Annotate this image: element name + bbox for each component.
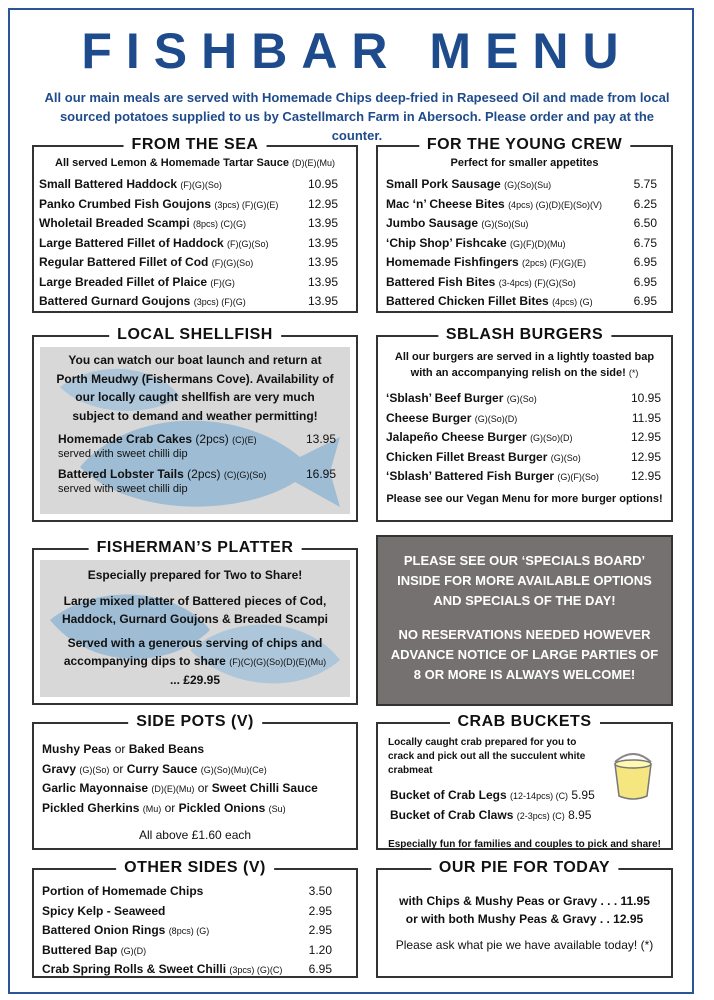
item-name: Portion of Homemade Chips [42, 884, 204, 898]
item-name-group [386, 175, 551, 195]
side-pot-b: Sweet Chilli Sauce [211, 781, 318, 795]
pie-line2: or with both Mushy Peas & Gravy . . 12.95 [405, 912, 644, 926]
section-title: CRAB BUCKETS [450, 713, 600, 731]
item-name-group [386, 273, 576, 293]
item-price: 16.95 [305, 467, 336, 481]
item-name: Battered Gurnard Goujons [39, 294, 191, 308]
menu-item-row [386, 253, 657, 273]
item-name: Buttered Bap [42, 942, 118, 957]
shellfish-intro: You can watch our boat launch and return at Porth Meudwy (Fishermans Cove). Availability of our locally caught shellfish are very much subject to demand and weather permitting! [56, 353, 334, 423]
item-price: 5.95 [571, 788, 595, 802]
from-the-sea-section [32, 136, 358, 313]
item-price: 13.95 [307, 255, 338, 269]
item-list [34, 425, 356, 495]
section-title: SIDE POTS (V) [128, 713, 262, 731]
item-name: Cheese Burger [386, 410, 472, 425]
menu-item-row [39, 292, 338, 312]
item-allergens: (G)(F)(D)(Mu) [510, 238, 566, 249]
section-title: FROM THE SEA [124, 136, 267, 154]
item-name: ‘Chip Shop’ Fishcake [386, 235, 507, 250]
item-name: Small Pork Sausage [386, 177, 501, 191]
item-price: 2.95 [308, 923, 332, 937]
platter-line2: Large mixed platter of Battered pieces of Cod, Haddock, Gurnard Goujons & Breaded Scampi [61, 594, 329, 626]
item-name: Jalapeño Cheese Burger [386, 430, 527, 444]
crab-buckets-section [376, 713, 673, 850]
menu-item-row [386, 214, 657, 234]
burgers-section [376, 326, 673, 522]
item-price: 12.95 [630, 469, 661, 483]
item-price: 13.95 [307, 274, 338, 289]
item-name-group [39, 253, 253, 273]
item-name-group [386, 389, 537, 409]
item-allergens: (8pcs) (C)(G) [193, 219, 247, 229]
menu-item-row [42, 882, 332, 902]
item-allergens: (G)(D) [120, 945, 147, 956]
item-price: 10.95 [630, 391, 661, 405]
menu-item-row [39, 253, 338, 273]
menu-item-row [42, 960, 332, 980]
side-pot-a: Pickled Gherkins [42, 800, 140, 815]
item-price: 12.95 [307, 196, 338, 211]
shellfish-section [32, 326, 358, 522]
item-name-group [386, 467, 599, 487]
item-allergens: (3-4pcs) (F)(G)(So) [498, 277, 576, 288]
menu-item-row [386, 234, 657, 254]
item-note: served with sweet chilli dip [58, 483, 188, 495]
menu-item-row [386, 273, 657, 293]
item-note: served with sweet chilli dip [58, 448, 188, 460]
section-title: FISHERMAN’S PLATTER [89, 539, 302, 557]
menu-item-row [386, 175, 657, 195]
side-pot-or: or [114, 742, 126, 756]
item-allergens: (G)(So) [550, 452, 581, 463]
side-pot-b: Baked Beans [128, 742, 205, 756]
item-name: Homemade Fishfingers [386, 255, 519, 269]
pie-section [376, 859, 673, 978]
item-name: Battered Lobster Tails [58, 467, 184, 481]
item-name-group [386, 214, 528, 234]
other-sides-section [32, 859, 358, 978]
menu-item-row [386, 292, 657, 312]
section-subtitle: Perfect for smaller appetites [450, 157, 599, 169]
item-name-group [42, 960, 282, 980]
item-name: Battered Fish Bites [386, 274, 496, 289]
item-allergens: (G)(F)(So) [557, 472, 599, 482]
platter-line1: Especially prepared for Two to Share! [87, 568, 303, 582]
item-price: 6.75 [633, 235, 657, 250]
item-name: ‘Sblash’ Battered Fish Burger [386, 469, 555, 483]
item-allergens: (C)(E) [232, 435, 257, 445]
menu-item-row [42, 941, 332, 961]
side-pot-b: Pickled Onions [178, 800, 266, 815]
section-title: SBLASH BURGERS [438, 326, 611, 344]
item-name-group [58, 431, 257, 448]
item-list [34, 169, 356, 312]
menu-item-row [39, 195, 338, 215]
section-title: FOR THE YOUNG CREW [419, 136, 630, 154]
item-allergens: (2pcs) (F)(G)(E) [522, 258, 587, 268]
item-allergens: (3pcs) (G)(C) [229, 965, 283, 975]
side-pot-b-allergens: (G)(So)(Mu)(Ce) [200, 764, 267, 775]
item-price: 12.95 [630, 449, 661, 464]
item-name: Battered Onion Rings [42, 923, 166, 937]
section-title: LOCAL SHELLFISH [109, 326, 281, 344]
menu-item-row [386, 195, 657, 215]
menu-item-row [58, 466, 336, 483]
menu-item-row [39, 234, 338, 254]
item-name: ‘Sblash’ Beef Burger [386, 391, 504, 405]
menu-item-row [39, 214, 338, 234]
item-name-group [386, 234, 566, 254]
specials-line2: NO RESERVATIONS NEEDED HOWEVER ADVANCE NOTICE OF LARGE PARTIES OF 8 OR MORE IS ALWAYS WELCOME! [390, 627, 659, 682]
item-name: Regular Battered Fillet of Cod [39, 255, 209, 269]
item-price: 6.95 [633, 274, 657, 289]
item-allergens: (12-14pcs) (C) [510, 791, 569, 801]
menu-item-row [386, 428, 661, 448]
item-name-group [42, 921, 209, 941]
item-name: Chicken Fillet Breast Burger [386, 449, 548, 464]
item-qty: (2pcs) [195, 432, 229, 446]
item-name: Jumbo Sausage [386, 216, 479, 230]
item-allergens: (4pcs) (G)(D)(E)(So)(V) [508, 199, 603, 210]
crab-row [390, 806, 659, 826]
item-price: 12.95 [630, 430, 661, 444]
item-price: 10.95 [307, 177, 338, 191]
item-allergens: (G)(So)(Su) [481, 219, 529, 229]
side-pot-a: Gravy [42, 761, 77, 776]
item-price: 13.95 [307, 216, 338, 230]
item-name: Small Battered Haddock [39, 177, 178, 191]
item-name-group [58, 466, 266, 483]
item-name: Bucket of Crab Legs [390, 788, 507, 802]
item-allergens: (3pcs) (F)(G) [193, 297, 246, 307]
item-price: 11.95 [631, 410, 661, 425]
item-allergens: (G)(So)(Su) [504, 180, 552, 190]
page-title: FISHBAR MENU [81, 23, 633, 79]
menu-item-row [39, 273, 338, 293]
item-name-group [39, 273, 235, 293]
item-allergens: (F)(G)(So) [180, 180, 222, 190]
item-name: Homemade Crab Cakes [58, 432, 193, 446]
platter-section [32, 539, 358, 705]
menu-item-row [42, 902, 332, 922]
side-pots-footer: All above £1.60 each [138, 828, 252, 842]
item-name-group [42, 941, 146, 961]
item-name-group [39, 195, 278, 215]
menu-item-row [42, 921, 332, 941]
platter-price: ... £29.95 [169, 673, 221, 687]
item-allergens: (F)(G) [210, 277, 235, 288]
menu-item-row [58, 431, 336, 448]
section-title: OUR PIE FOR TODAY [431, 859, 618, 877]
item-price: 3.50 [308, 884, 332, 898]
item-name: Panko Crumbed Fish Goujons [39, 196, 212, 211]
item-list [34, 724, 356, 818]
side-pot-a-allergens: (Mu) [142, 803, 162, 814]
section-title: OTHER SIDES (V) [116, 859, 274, 877]
item-allergens: (F)(G)(So) [211, 258, 254, 268]
intro-text: All our main meals are served with Homemade Chips deep-fried in Rapeseed Oil and made from local sourced potatoes supplied to us by Castellmarch Farm in Abersoch. Please order and pay at the counter. [44, 90, 670, 143]
side-pot-a-allergens: (G)(So) [79, 764, 110, 775]
item-name-group [386, 253, 586, 273]
item-name: Mac ‘n’ Cheese Bites [386, 196, 505, 211]
item-allergens: (4pcs) (G) [552, 297, 593, 307]
side-pot-row [42, 779, 350, 799]
item-list [378, 169, 671, 312]
side-pot-row [42, 740, 350, 760]
item-price: 13.95 [307, 235, 338, 250]
item-name: Battered Chicken Fillet Bites [386, 294, 549, 308]
item-name: Large Battered Fillet of Haddock [39, 235, 224, 250]
item-name-group [42, 882, 203, 902]
section-subtitle: All our burgers are served in a lightly toasted bap with an accompanying relish on the side! (*) [394, 351, 655, 379]
crab-footer: Especially fun for families and couples to pick and share! [388, 839, 661, 850]
item-price: 6.95 [633, 255, 657, 269]
item-name-group [386, 428, 573, 448]
item-name: Wholetail Breaded Scampi [39, 216, 190, 230]
item-allergens: (G)(So) [506, 394, 537, 404]
item-qty: (2pcs) [187, 467, 221, 481]
specials-notice [376, 535, 673, 706]
young-crew-section [376, 136, 673, 313]
item-list [378, 381, 671, 487]
specials-line1: PLEASE SEE OUR ‘SPECIALS BOARD’ INSIDE FOR MORE AVAILABLE OPTIONS AND SPECIALS OF THE DAY! [397, 553, 652, 608]
item-name-group [386, 409, 517, 429]
item-price: 6.25 [633, 196, 657, 211]
item-name-group [39, 214, 246, 234]
side-pot-row [42, 799, 350, 819]
item-price: 13.95 [307, 294, 338, 308]
menu-item-row [386, 409, 661, 429]
side-pot-a: Garlic Mayonnaise [42, 781, 149, 795]
side-pot-or: or [164, 800, 176, 815]
side-pot-b-allergens: (Su) [268, 803, 286, 814]
item-name-group [39, 175, 222, 195]
menu-item-row [386, 467, 661, 487]
item-name-group [42, 902, 165, 922]
item-price: 5.75 [633, 177, 657, 191]
item-name: Crab Spring Rolls & Sweet Chilli [42, 962, 227, 976]
section-subtitle: All served Lemon & Homemade Tartar Sauce (D)(E)(Mu) [55, 157, 335, 169]
item-name-group [386, 448, 581, 468]
item-allergens: (3pcs) (F)(G)(E) [214, 199, 279, 210]
item-name: Bucket of Crab Claws [390, 807, 514, 822]
item-allergens: (G)(So)(D) [474, 413, 518, 424]
menu-item-row [39, 175, 338, 195]
crab-subtitle: Locally caught crab prepared for you to crack and pick out all the succulent white crabmeat [388, 737, 586, 776]
item-name-group [386, 292, 593, 312]
platter-line3: Served with a generous serving of chips and accompanying dips to share (F)(C)(G)(So)(D)(E)(Mu) [63, 636, 327, 668]
pie-line1: with Chips & Mushy Peas or Gravy . . . 11.95 [399, 894, 650, 908]
item-list [34, 870, 356, 980]
side-pot-b: Curry Sauce [126, 761, 198, 776]
item-name-group [386, 195, 602, 215]
item-price: 2.95 [308, 903, 332, 918]
item-allergens: (8pcs) (G) [168, 926, 210, 936]
item-price: 6.95 [308, 962, 332, 976]
side-pot-row [42, 760, 350, 780]
side-pots-section [32, 713, 358, 850]
item-price: 1.20 [308, 942, 332, 957]
item-price: 6.50 [633, 216, 657, 230]
item-allergens: (F)(G)(So) [227, 238, 269, 249]
pie-footer: Please ask what pie we have available today! (*) [395, 938, 654, 952]
side-pot-or: or [112, 761, 124, 776]
item-name-group [39, 234, 269, 254]
item-allergens: (C)(G)(So) [223, 470, 267, 480]
item-price: 8.95 [568, 807, 592, 822]
menu-item-row [386, 448, 661, 468]
item-price: 6.95 [633, 294, 657, 308]
item-allergens: (2-3pcs) (C) [516, 810, 565, 821]
bucket-icon [607, 750, 659, 802]
item-name: Large Breaded Fillet of Plaice [39, 274, 208, 289]
menu-item-row [386, 389, 661, 409]
side-pot-a: Mushy Peas [42, 742, 112, 756]
side-pot-a-allergens: (D)(E)(Mu) [151, 784, 195, 794]
burgers-footer: Please see our Vegan Menu for more burger options! [386, 492, 663, 505]
item-price: 13.95 [305, 432, 336, 446]
item-name: Spicy Kelp - Seaweed [42, 903, 166, 918]
item-name-group [39, 292, 246, 312]
side-pot-or: or [197, 781, 209, 795]
item-allergens: (G)(So)(D) [530, 433, 573, 443]
